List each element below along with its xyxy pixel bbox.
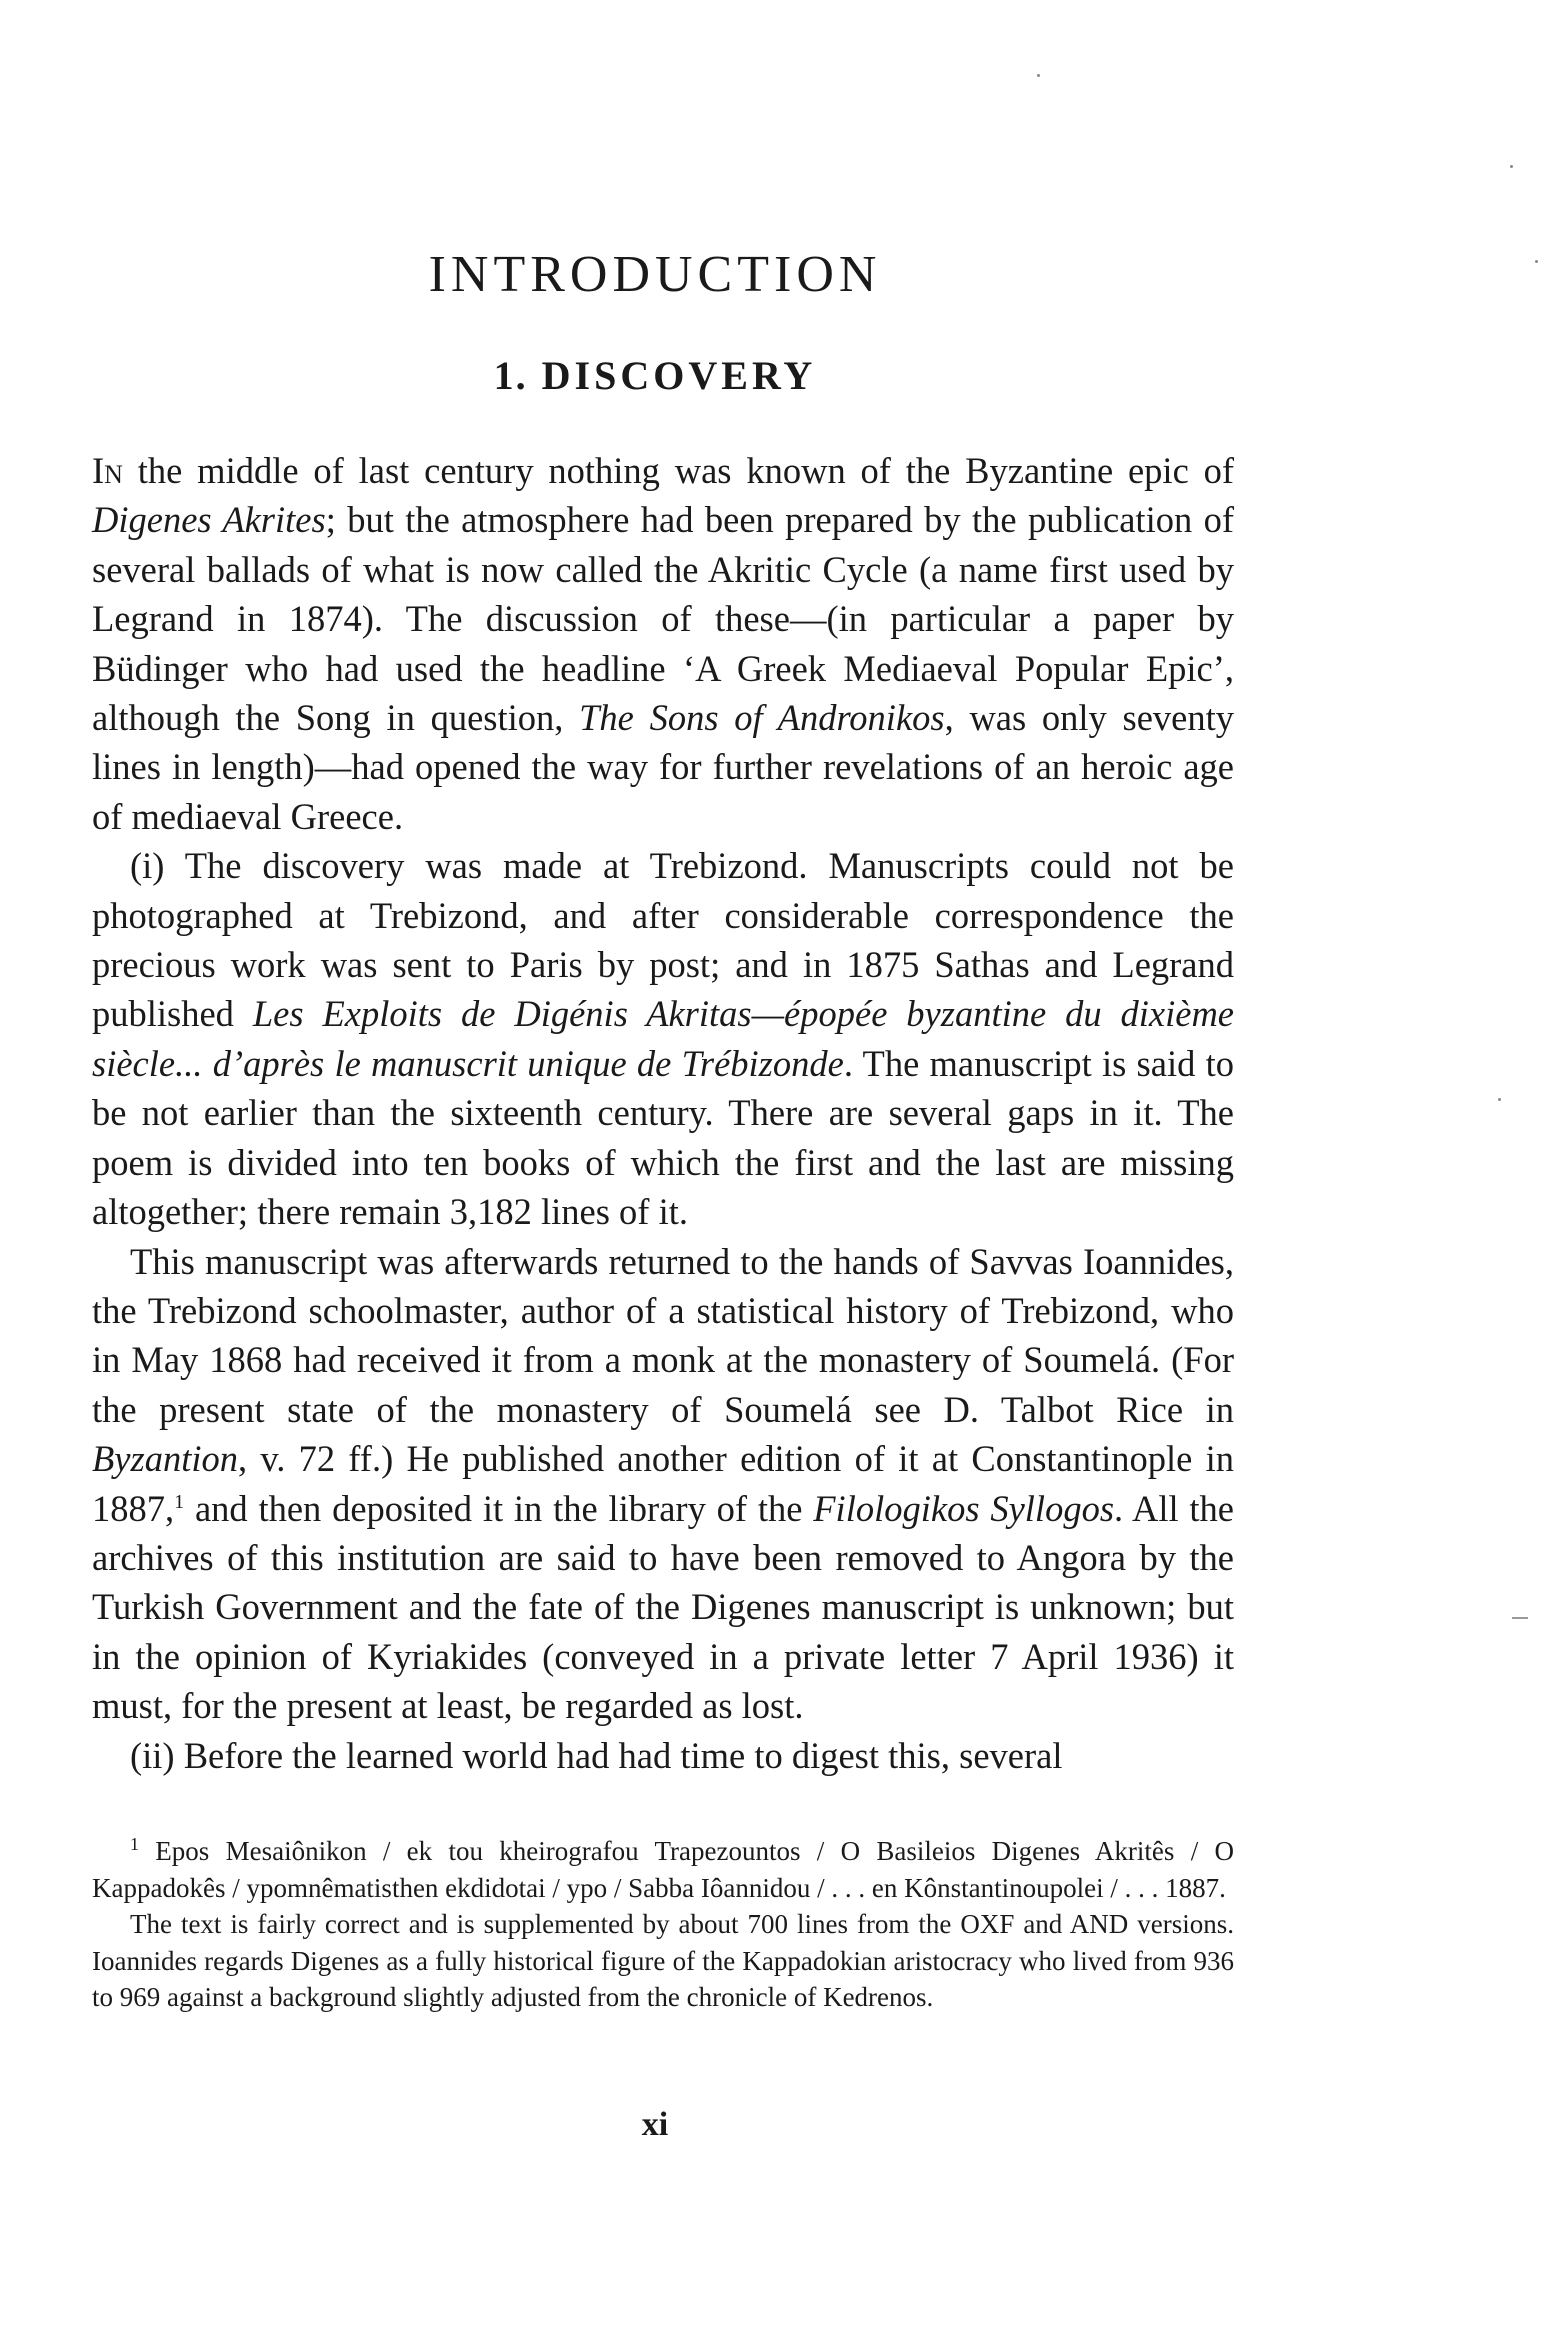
scan-speck bbox=[1535, 260, 1538, 263]
paragraph-1 bbox=[92, 446, 1234, 841]
italic-title: The Sons of Andronikos bbox=[579, 697, 945, 739]
paragraph-text: (i) The discovery was made at Trebizond. Manuscripts could not be photographed at Trebizond, and after considerable correspondence the precious work was sent to Paris by post; and in 1875 Sathas and Legrand published bbox=[92, 845, 1234, 1035]
italic-title: Digenes Akrites bbox=[92, 499, 326, 541]
paragraph-text: . All the archives of this institution are said to have been removed to Angora by the Turkish Government and the fate of the Digenes manuscript is unknown; but in the opinion of Kyriakides (conveyed in a private letter 7 April 1936) it must, for the present at least, be regarded as lost. bbox=[92, 1487, 1235, 1727]
italic-title: Filologikos Syllogos bbox=[813, 1487, 1115, 1529]
paragraph-text: This manuscript was afterwards returned to the hands of Savvas Ioannides, the Trebizond schoolmaster, author of a statistical history of Trebizond, who in May 1868 had received it from a monk at the monastery of Soumelá. (For the present state of the monastery of Soumelá see D. Talbot Rice in bbox=[92, 1240, 1234, 1430]
section-heading bbox=[0, 352, 1310, 399]
paragraph-text: the middle of last century nothing was known of the Byzantine epic of bbox=[122, 450, 1234, 491]
section-title: DISCOVERY bbox=[541, 353, 817, 398]
paragraph-text: ; but the atmosphere had been prepared by the publication of several ballads of what is now called the Akritic Cycle (a name first used by Legrand in 1874). The discussion of these—(in particular a paper by Büdinger who had used the headline ‘A Greek Mediaeval Popular Epic’, although the Song in question, bbox=[92, 499, 1234, 739]
paragraph-text: , was only seventy lines in length)—had opened the way for further revelations of an heroic age of mediaeval Greece. bbox=[92, 697, 1234, 837]
footnote-reference[interactable]: 1 bbox=[174, 1490, 185, 1513]
italic-title: Les Exploits de Digénis Akritas—épopée byzantine du dixième siècle... d’après le manuscrit unique de Trébizonde bbox=[92, 993, 1235, 1084]
scan-speck bbox=[1037, 74, 1040, 77]
paragraph-text: and then deposited it in the library of the bbox=[184, 1487, 814, 1529]
italic-title: Byzantion bbox=[92, 1438, 238, 1480]
page-title: INTRODUCTION bbox=[428, 246, 882, 303]
scan-speck bbox=[1510, 165, 1513, 168]
paragraph-text: , v. 72 ff.) He published another edition of it at Constantinople in 1887, bbox=[92, 1438, 1234, 1529]
paragraph-text: (ii) Before the learned world had had time to digest this, several bbox=[130, 1734, 1063, 1776]
paragraph-2 bbox=[92, 841, 1234, 1236]
page-number: xi bbox=[641, 2106, 669, 2143]
footnotes bbox=[92, 1833, 1234, 2016]
body-text bbox=[92, 446, 1234, 1780]
scan-mark bbox=[1512, 1617, 1528, 1619]
footnote-1 bbox=[92, 1833, 1234, 1906]
footnote-1-continuation bbox=[92, 1906, 1234, 2016]
section-number: 1. bbox=[493, 353, 528, 398]
paragraph-text: . The manuscript is said to be not earlier than the sixteenth century. There are several gaps in it. The poem is divided into ten books of which the first and the last are missing altogether; there remain 3,182 lines of it. bbox=[92, 1042, 1234, 1233]
footnote-text: The text is fairly correct and is supplemented by about 700 lines from the OXF and AND versions. Ioannides regards Digenes as a fully historical figure of the Kappadokian aristocracy who lived from 936 to 969 against a background slightly adjusted from the chronicle of Kedrenos. bbox=[92, 1909, 1234, 2012]
footnote-marker: 1 bbox=[130, 1834, 139, 1854]
paragraph-4 bbox=[92, 1731, 1234, 1780]
footnote-text: Epos Mesaiônikon / ek tou kheirografou Trapezountos / O Basileios Digenes Akritês / O Kappadokês / ypomnêmatisthen ekdidotai / ypo / Sabba Iôannidou / . . . en Kônstantinoupolei / . . . 1887. bbox=[92, 1836, 1234, 1903]
paragraph-lead: In bbox=[92, 450, 123, 491]
scan-speck bbox=[1498, 1098, 1501, 1101]
paragraph-3 bbox=[92, 1237, 1234, 1731]
